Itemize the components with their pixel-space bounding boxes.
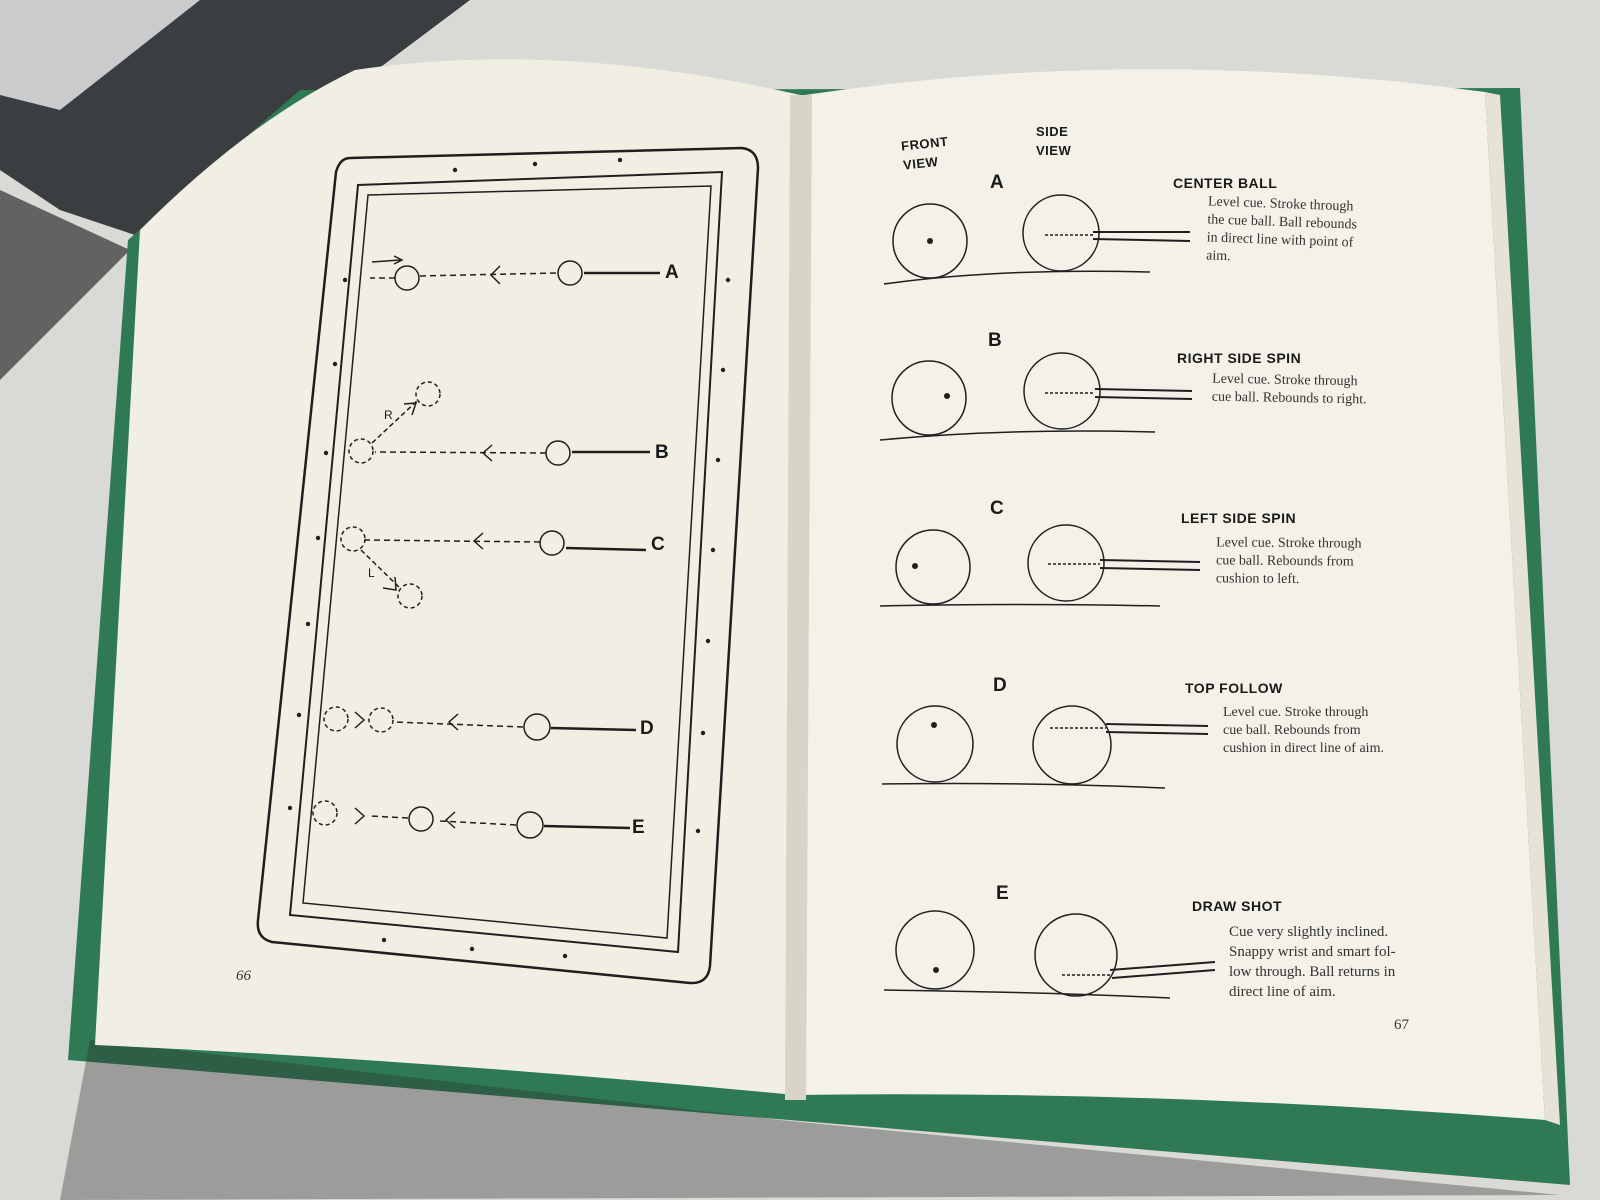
shot-d-title: TOP FOLLOW [1185, 680, 1283, 696]
shot-c-text: Level cue. Stroke through cue ball. Rebounds from cushion to left. [1215, 535, 1362, 588]
shot-label-d: D [640, 718, 654, 739]
shot-e-text: Cue very slightly inclined. Snappy wrist and smart fol- low through. Ball returns in direct line of aim. [1229, 924, 1396, 1000]
shot-label-c: C [651, 534, 665, 555]
shot-label-b: B [655, 442, 669, 463]
shot-d-letter: D [993, 675, 1007, 696]
shot-a-title: CENTER BALL [1173, 175, 1278, 191]
left-page [95, 59, 800, 1095]
shot-b-title: RIGHT SIDE SPIN [1177, 350, 1302, 366]
shot-b-letter: B [988, 330, 1002, 351]
shot-e-letter: E [996, 883, 1009, 904]
right-spin-mark: R [384, 408, 393, 422]
shot-c-title: LEFT SIDE SPIN [1181, 510, 1297, 526]
page-number-left: 66 [236, 968, 251, 984]
shot-label-e: E [632, 817, 645, 838]
shot-d-text: Level cue. Stroke through cue ball. Rebounds from cushion in direct line of aim. [1223, 705, 1384, 756]
front-view-header: FRONT VIEW [900, 133, 950, 173]
left-spin-mark: L [368, 566, 375, 580]
shot-label-a: A [665, 262, 679, 283]
shot-e-title: DRAW SHOT [1192, 898, 1283, 914]
side-view-header: SIDE VIEW [1036, 124, 1072, 158]
shot-a-text: Level cue. Stroke through the cue ball. Ball rebounds in direct line with point of aim. [1205, 194, 1358, 265]
shot-c-letter: C [990, 498, 1004, 519]
shot-a-letter: A [990, 172, 1004, 193]
page-number-right: 67 [1394, 1017, 1409, 1033]
shot-b-text: Level cue. Stroke through cue ball. Rebounds to right. [1211, 371, 1367, 408]
